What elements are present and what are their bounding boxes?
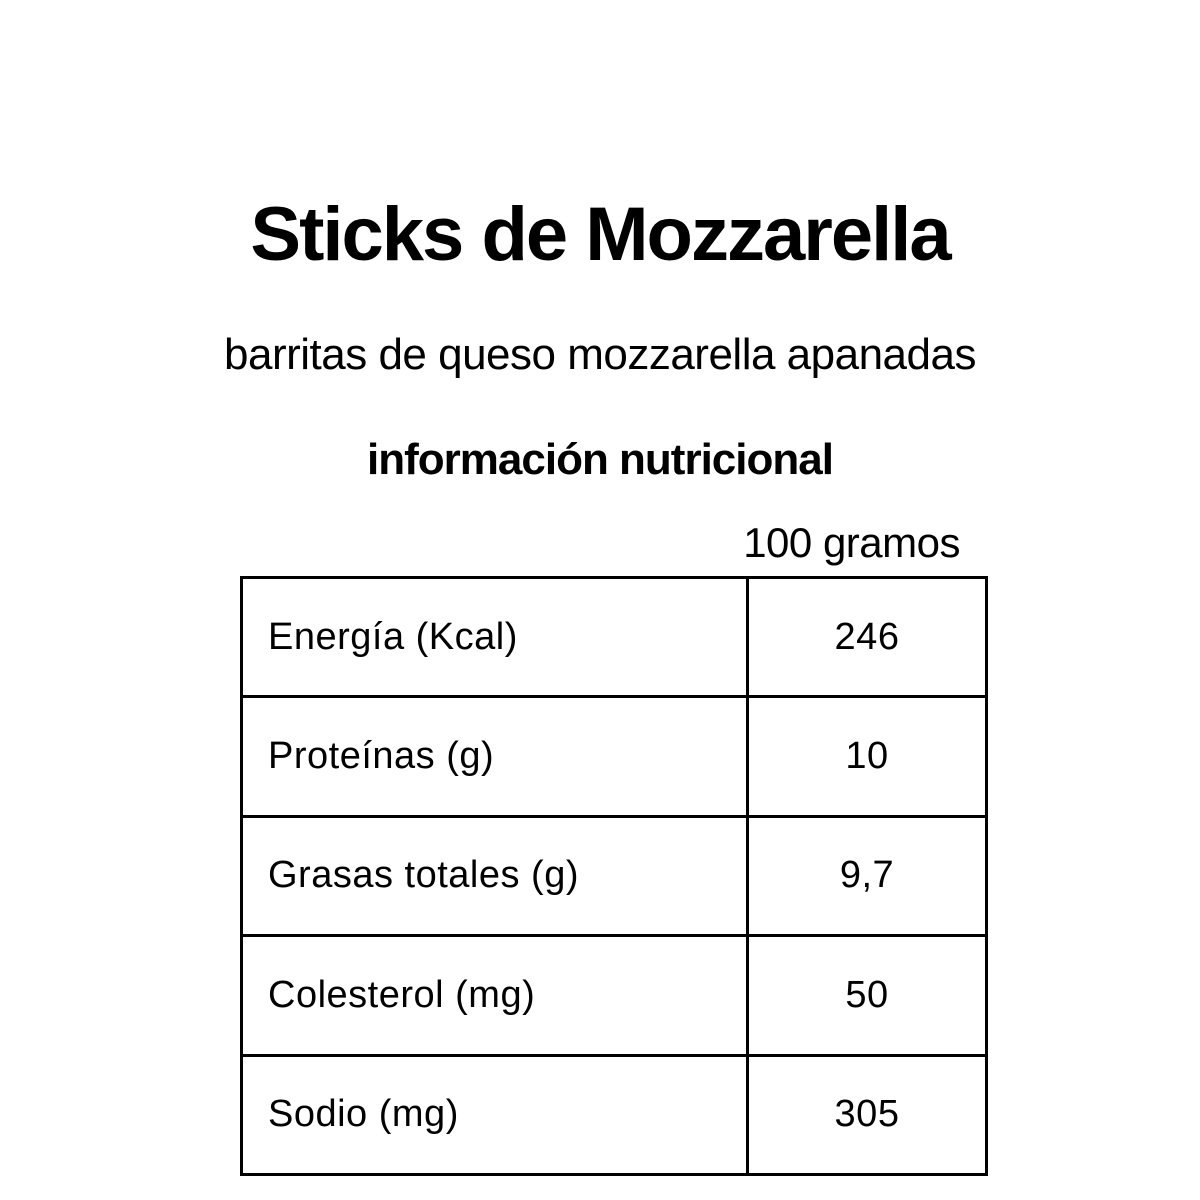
nutrient-amount: 10 bbox=[748, 697, 987, 816]
table-row bbox=[242, 936, 987, 1055]
nutrition-table bbox=[240, 576, 988, 1176]
nutrient-amount: 246 bbox=[748, 578, 987, 697]
nutrient-name: Sodio (mg) bbox=[242, 1055, 748, 1174]
table-row bbox=[242, 697, 987, 816]
nutrient-amount: 50 bbox=[748, 936, 987, 1055]
nutrient-name: Energía (Kcal) bbox=[242, 578, 748, 697]
table-row bbox=[242, 578, 987, 697]
nutrient-amount: 9,7 bbox=[748, 816, 987, 935]
nutrient-amount: 305 bbox=[748, 1055, 987, 1174]
nutrient-name: Colesterol (mg) bbox=[242, 936, 748, 1055]
nutrient-name: Grasas totales (g) bbox=[242, 816, 748, 935]
serving-size: 100 gramos bbox=[743, 519, 960, 566]
product-title: Sticks de Mozzarella bbox=[250, 192, 950, 277]
table-row bbox=[242, 816, 987, 935]
nutrition-heading: información nutricional bbox=[367, 435, 833, 484]
table-row bbox=[242, 1055, 987, 1174]
product-subtitle: barritas de queso mozzarella apanadas bbox=[224, 330, 976, 379]
nutrient-name: Proteínas (g) bbox=[242, 697, 748, 816]
